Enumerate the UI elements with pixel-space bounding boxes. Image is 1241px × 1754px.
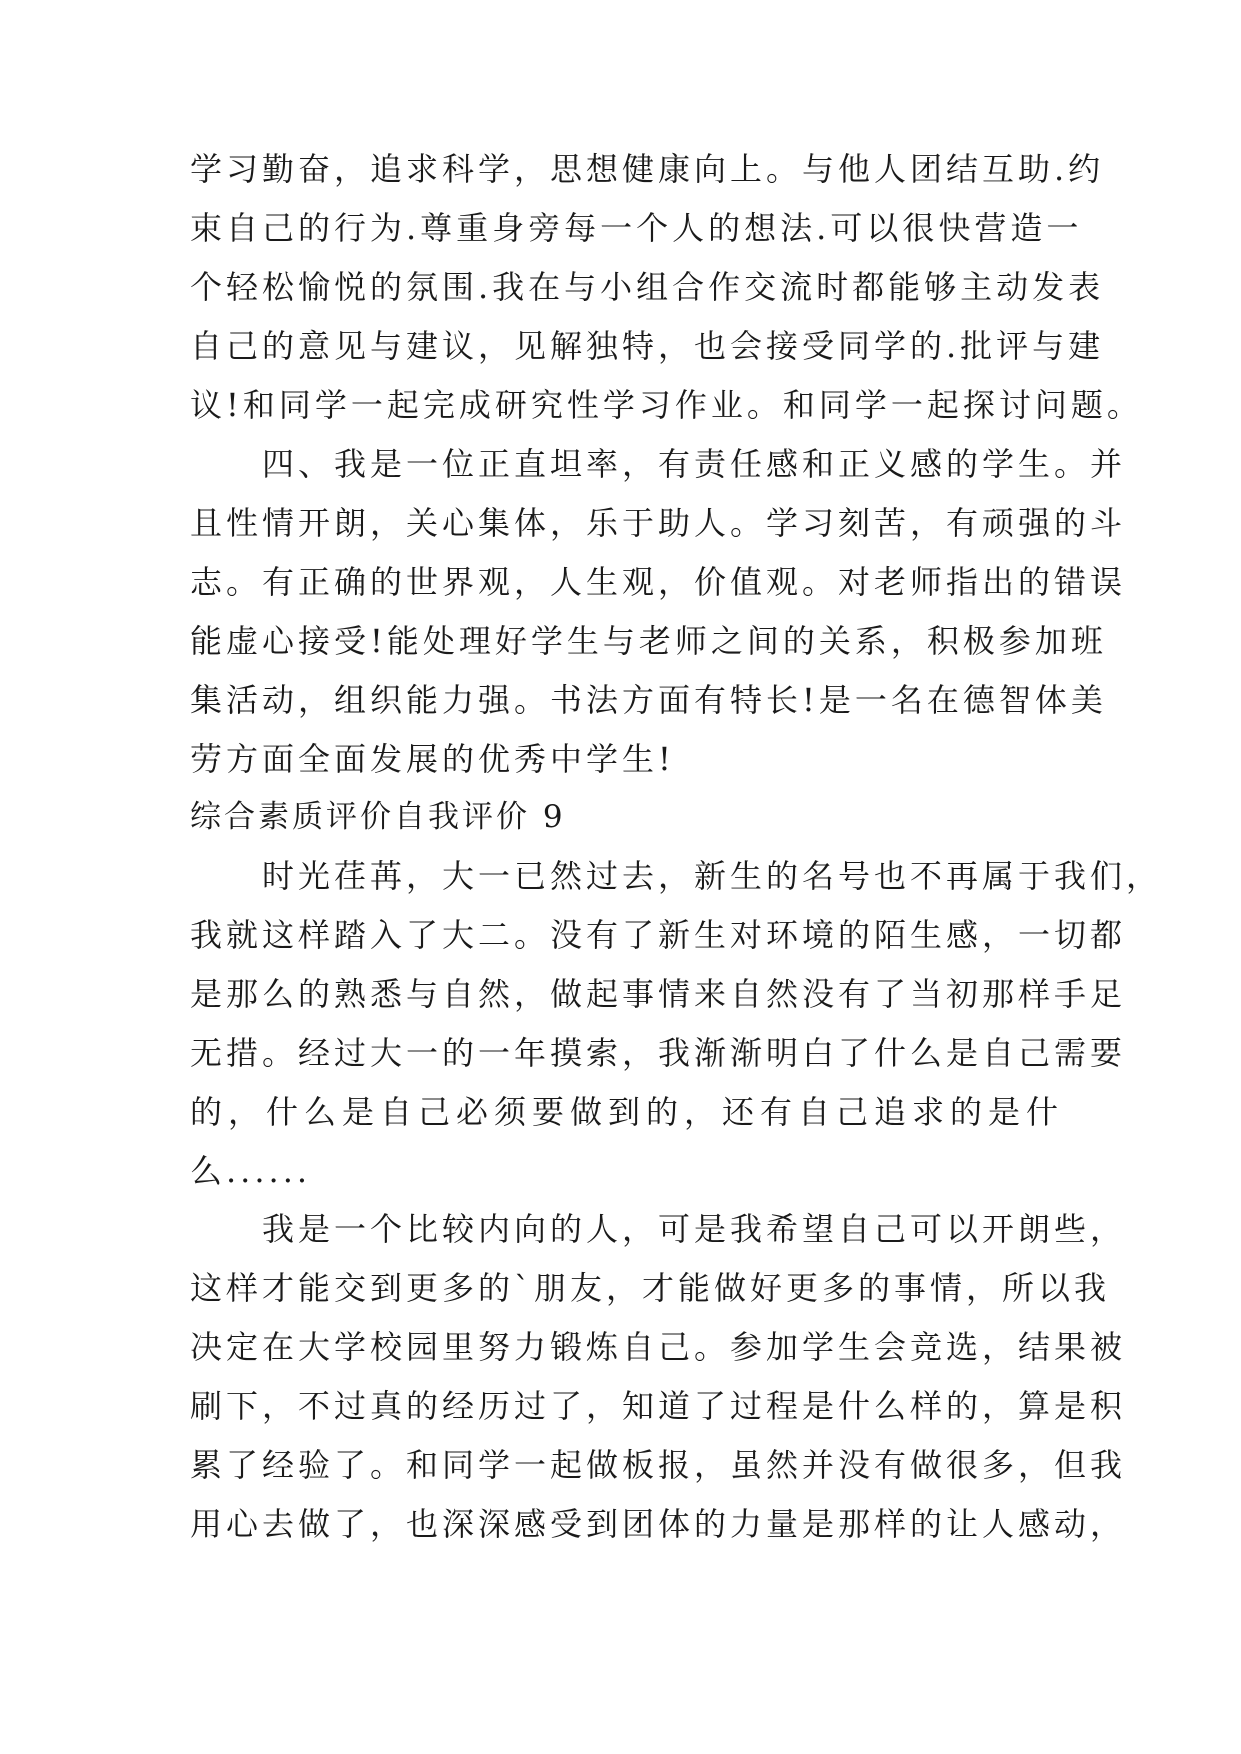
paragraph-line: 自己的意见与建议，见解独特，也会接受同学的.批评与建 <box>190 327 1105 365</box>
paragraph-line: 决定在大学校园里努力锻炼自己。参加学生会竞选，结果被 <box>190 1328 1127 1366</box>
paragraph-line: 个轻松愉悦的氛围.我在与小组合作交流时都能够主动发表 <box>190 268 1105 306</box>
paragraph-line: 议!和同学一起完成研究性学习作业。和同学一起探讨问题。 <box>190 386 1143 424</box>
paragraph-line: 能虚心接受!能处理好学生与老师之间的关系，积极参加班 <box>190 622 1107 660</box>
paragraph-line: 刷下，不过真的经历过了，知道了过程是什么样的，算是积 <box>190 1387 1127 1425</box>
section-heading: 综合素质评价自我评价 9 <box>190 799 566 835</box>
paragraph-line: 劳方面全面发展的优秀中学生! <box>190 740 675 778</box>
paragraph-line: 学习勤奋，追求科学，思想健康向上。与他人团结互助.约 <box>190 150 1105 188</box>
paragraph-line: 且性情开朗，关心集体，乐于助人。学习刻苦，有顽强的斗 <box>190 504 1127 542</box>
paragraph-line: 的，什么是自己必须要做到的，还有自己追求的是什 <box>190 1093 1062 1131</box>
paragraph-line: 束自己的行为.尊重身旁每一个人的想法.可以很快营造一 <box>190 209 1083 247</box>
paragraph-line: 我就这样踏入了大二。没有了新生对环境的陌生感，一切都 <box>190 916 1127 954</box>
paragraph-2 <box>190 435 1127 789</box>
paragraph-line: 用心去做了，也深深感受到团体的力量是那样的让人感动， <box>190 1505 1127 1543</box>
paragraph-line: 时光荏苒，大一已然过去，新生的名号也不再属于我们， <box>190 857 1163 895</box>
paragraph-line: 志。有正确的世界观，人生观，价值观。对老师指出的错误 <box>190 563 1127 601</box>
paragraph-line: 累了经验了。和同学一起做板报，虽然并没有做很多，但我 <box>190 1446 1127 1484</box>
paragraph-line: 我是一个比较内向的人，可是我希望自己可以开朗些， <box>190 1210 1127 1248</box>
paragraph-line: 集活动，组织能力强。书法方面有特长!是一名在德智体美 <box>190 681 1107 719</box>
paragraph-line: 这样才能交到更多的`朋友，才能做好更多的事情，所以我 <box>190 1269 1111 1307</box>
paragraph-line: 是那么的熟悉与自然，做起事情来自然没有了当初那样手足 <box>190 975 1127 1013</box>
paragraph-4 <box>190 1200 1127 1554</box>
paragraph-line: 四、我是一位正直坦率，有责任感和正义感的学生。并 <box>190 445 1127 483</box>
paragraph-line: 么...... <box>190 1152 312 1190</box>
paragraph-1 <box>190 140 1143 435</box>
paragraph-line: 无措。经过大一的一年摸索，我渐渐明白了什么是自己需要 <box>190 1034 1127 1072</box>
paragraph-3 <box>190 847 1163 1201</box>
